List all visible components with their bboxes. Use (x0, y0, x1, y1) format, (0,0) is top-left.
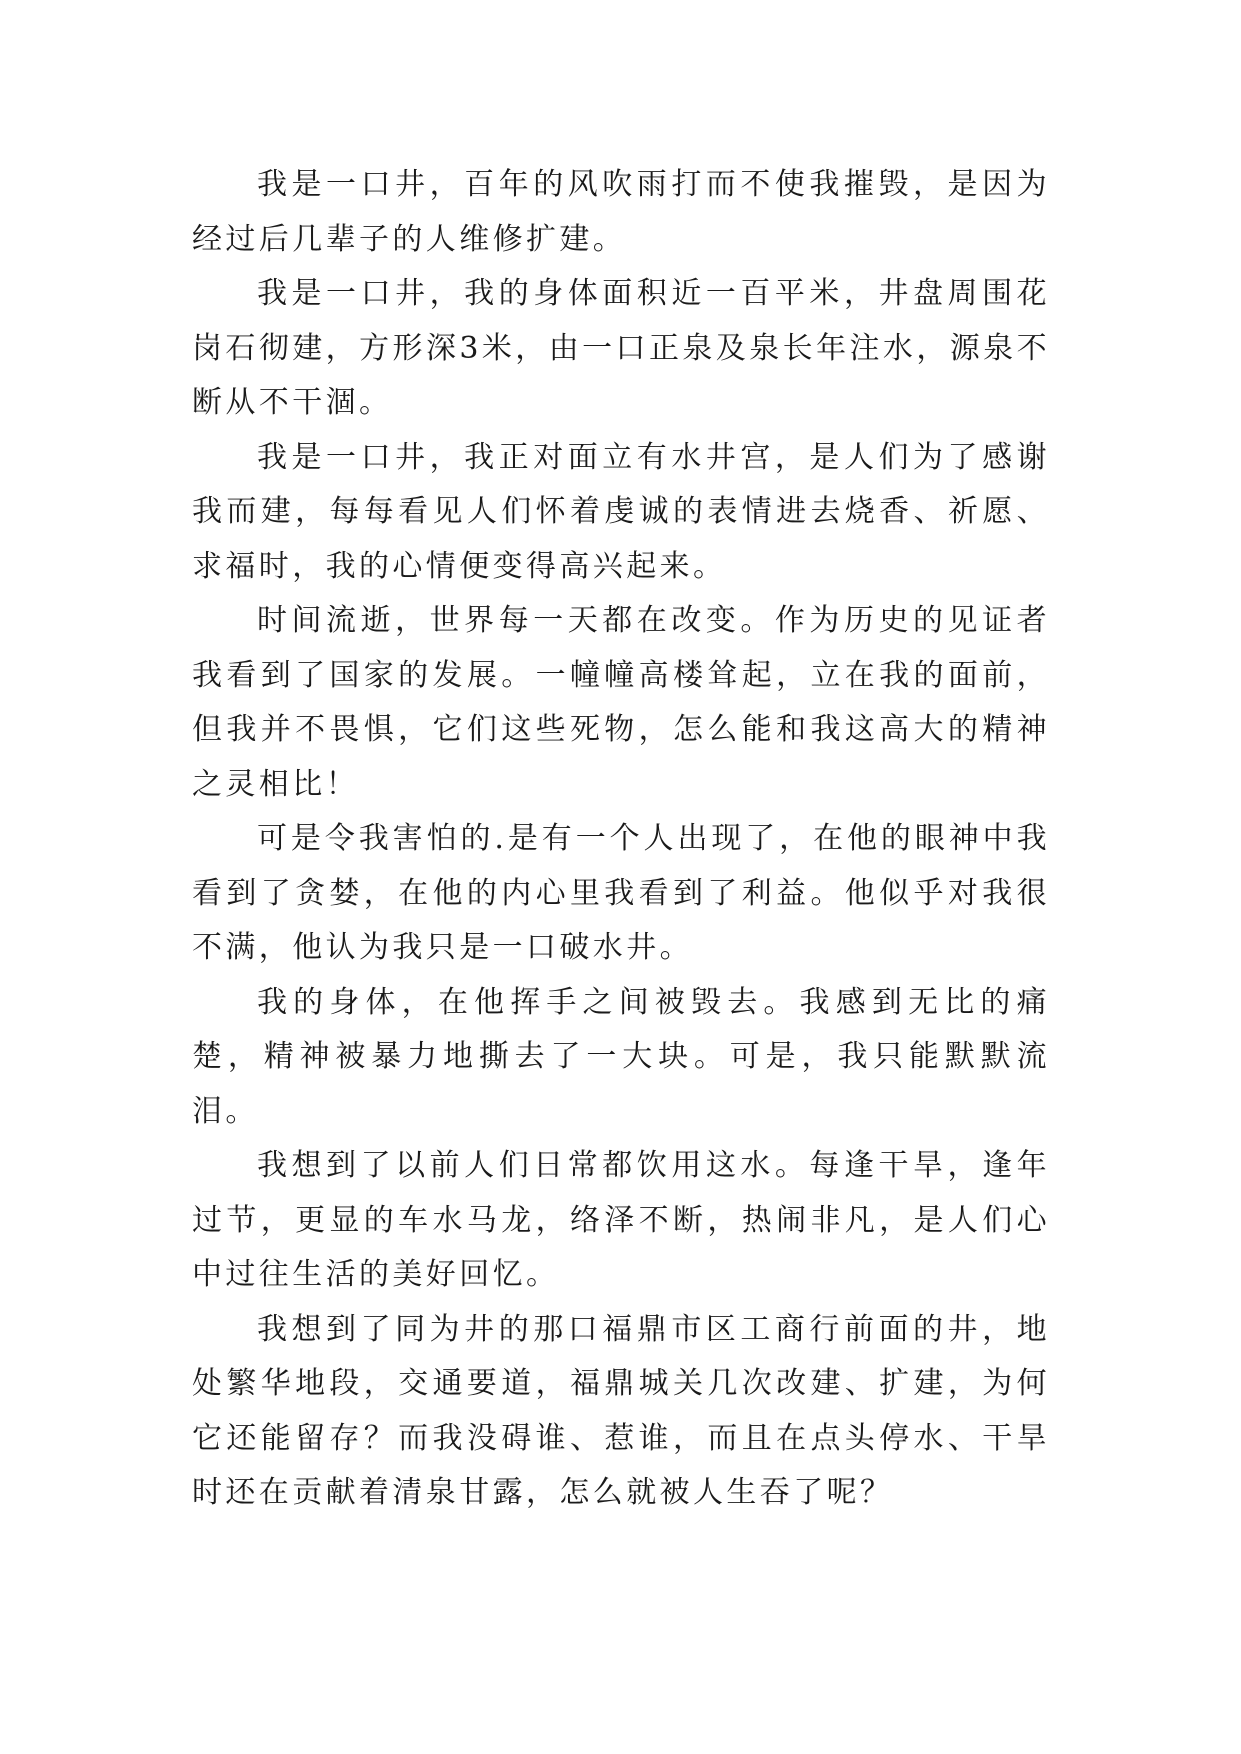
paragraph-4: 时间流逝，世界每一天都在改变。作为历史的见证者我看到了国家的发展。一幢幢高楼耸起，立在我的面前，但我并不畏惧，它们这些死物，怎么能和我这高大的精神之灵相比！ (192, 603, 1050, 802)
paragraph-8: 我想到了同为井的那口福鼎市区工商行前面的井，地处繁华地段，交通要道，福鼎城关几次改建、扩建，为何它还能留存？而我没碍谁、惹谁，而且在点头停水、干旱时还在贡献着清泉甘露，怎么就被人生吞了呢？ (192, 1311, 1050, 1510)
paragraph-5: 可是令我害怕的.是有一个人出现了，在他的眼神中我看到了贪婪，在他的内心里我看到了利益。他似乎对我很不满，他认为我只是一口破水井。 (192, 821, 1050, 965)
paragraph-7: 我想到了以前人们日常都饮用这水。每逢干旱，逢年过节，更显的车水马龙，络泽不断，热闹非凡，是人们心中过往生活的美好回忆。 (192, 1148, 1050, 1292)
document-body (192, 158, 1050, 1521)
paragraph-3: 我是一口井，我正对面立有水井宫，是人们为了感谢我而建，每每看见人们怀着虔诚的表情进去烧香、祈愿、求福时，我的心情便变得高兴起来。 (192, 439, 1050, 584)
paragraph-1: 我是一口井，百年的风吹雨打而不使我摧毁，是因为经过后几辈子的人维修扩建。 (192, 167, 1050, 257)
paragraph-2: 我是一口井，我的身体面积近一百平米，井盘周围花岗石彻建，方形深3米，由一口正泉及泉长年注水，源泉不断从不干涸。 (192, 276, 1050, 420)
paragraph-6: 我的身体，在他挥手之间被毁去。我感到无比的痛楚，精神被暴力地撕去了一大块。可是，我只能默默流泪。 (192, 984, 1050, 1129)
